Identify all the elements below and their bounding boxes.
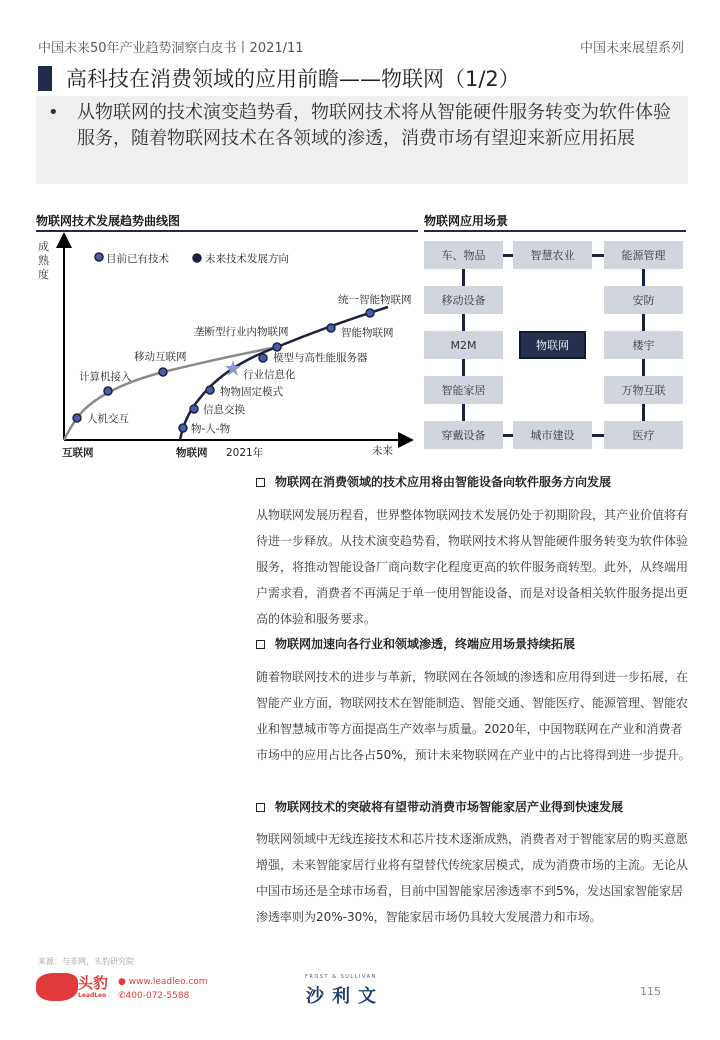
section-heading: 物联网技术的突破将有望带动消费市场智能家居产业得到快速发展 <box>256 798 623 815</box>
connector-line <box>642 314 645 331</box>
connector-line <box>642 404 645 421</box>
page-title: 高科技在消费领域的应用前瞻——物联网（1/2） <box>66 67 520 91</box>
data-point <box>327 324 335 332</box>
point-label: 垄断型行业内物联网 <box>194 326 289 338</box>
scenario-box: 智慧农业 <box>513 241 592 269</box>
scenario-box: 楼宇 <box>604 331 683 359</box>
point-label: 物物固定模式 <box>220 386 283 398</box>
legend-future-dot <box>193 254 201 262</box>
y-axis-label: 成熟度 <box>38 240 49 281</box>
x-label-year: 2021年 <box>226 447 264 459</box>
connector-line <box>502 434 513 437</box>
point-label: 物-人-物 <box>191 423 231 435</box>
report-title: 中国未来50年产业趋势洞察白皮书丨2021/11 <box>38 41 304 56</box>
scenario-box: 城市建设 <box>513 421 592 449</box>
page-number: 115 <box>640 985 661 998</box>
partner-logo: 沙利文 <box>306 986 384 1007</box>
section-heading: 物联网加速向各行业和领域渗透，终端应用场景持续拓展 <box>256 635 575 652</box>
source-note: 来源：与非网，头豹研究院 <box>38 957 134 966</box>
checkbox-bullet-icon <box>256 478 265 487</box>
section-text: 随着物联网技术的进步与革新，物联网在各领域的渗透和应用得到进一步拓展，在智能产业方面，物联网技术在智能制造、智能交通、智能医疗、能源管理、智能农业和智慧城市等方面提高生产效率与质量。2020年，中国物联网在产业和消费者市场中的应用占比各占50%，预计未来物联网在产业中的占比将得到进一步提升。 <box>256 670 691 762</box>
point-label: 计算机接入 <box>79 371 132 383</box>
scenario-box: 穿戴设备 <box>424 421 503 449</box>
partner-logo-en: FROST & SULLIVAN <box>305 974 377 980</box>
chart-title: 物联网技术发展趋势曲线图 <box>36 212 418 232</box>
series-name: 中国未来展望系列 <box>579 41 684 56</box>
x-label-internet: 互联网 <box>62 447 94 459</box>
connector-line <box>642 269 645 286</box>
point-label: 智能物联网 <box>341 327 394 339</box>
data-point <box>104 387 112 395</box>
section-text: 物联网领域中无线连接技术和芯片技术逐渐成熟，消费者对于智能家居的购买意愿增强，未来智能家居行业将有望替代传统家居模式，成为消费市场的主流。无论从中国市场还是全球市场看，目前中国智能家居渗透率不到5%，发达国家智能家居渗透率则为20%-30%，智能家居市场仍具较大发展潜力和市场。 <box>256 832 689 924</box>
bullet-icon: • <box>48 102 59 123</box>
connector-line <box>592 434 604 437</box>
legend-existing-dot <box>95 253 103 261</box>
scenario-box: 安防 <box>604 286 683 314</box>
connector-line <box>592 254 604 257</box>
data-point <box>179 424 187 432</box>
checkbox-bullet-icon <box>256 803 265 812</box>
data-point <box>366 309 374 317</box>
scenario-box: 车、物品 <box>424 241 503 269</box>
scenario-box: 能源管理 <box>604 241 683 269</box>
legend-future-label: 未来技术发展方向 <box>205 253 289 265</box>
data-point <box>73 414 81 422</box>
x-label-iot: 物联网 <box>176 447 208 459</box>
scenario-box: 智能家居 <box>424 376 503 404</box>
point-label: 行业信息化 <box>243 369 296 381</box>
data-point <box>159 368 167 376</box>
scenario-box: 医疗 <box>604 421 683 449</box>
connector-line <box>642 359 645 376</box>
scenario-box: M2M <box>424 331 503 359</box>
brand-logo-en: LeadLeo <box>78 992 107 999</box>
leadleo-logo-icon <box>36 973 78 1001</box>
brand-logo-text: 头豹 <box>78 974 109 992</box>
connector-line <box>462 404 465 421</box>
website-link[interactable]: ● www.leadleo.com <box>118 977 208 987</box>
data-point <box>206 386 214 394</box>
data-point <box>259 354 267 362</box>
point-label: 移动互联网 <box>134 351 187 363</box>
data-point <box>273 343 281 351</box>
connector-line <box>462 269 465 286</box>
point-label: 模型与高性能服务器 <box>273 352 368 364</box>
scenario-center-box: 物联网 <box>519 331 586 359</box>
point-label: 统一智能物联网 <box>338 294 412 306</box>
data-point <box>190 405 198 413</box>
summary-text: 从物联网的技术演变趋势看，物联网技术将从智能硬件服务转变为软件体验服务，随着物联网技术在各领域的渗透，消费市场有望迎来新应用拓展 <box>77 102 671 149</box>
scenarios-title: 物联网应用场景 <box>424 212 686 232</box>
scenario-box: 万物互联 <box>604 376 683 404</box>
connector-line <box>502 254 513 257</box>
section-text: 从物联网发展历程看，世界整体物联网技术发展仍处于初期阶段，其产业价值将有待进一步释放。从技术演变趋势看，物联网技术将从智能硬件服务转变为软件体验服务，将推动智能设备厂商向数字化程度更高的软件服务商转型。此外，从终端用户需求看，消费者不再满足于单一使用智能设备，而是对设备相关软件服务提出更高的体验和服务要求。 <box>256 508 689 626</box>
scenario-box: 移动设备 <box>424 286 503 314</box>
connector-line <box>462 314 465 331</box>
legend-existing-label: 目前已有技术 <box>106 253 169 265</box>
point-label: 人机交互 <box>87 413 129 425</box>
checkbox-bullet-icon <box>256 640 265 649</box>
connector-line <box>462 359 465 376</box>
x-label-future: 未来 <box>372 445 393 457</box>
section-heading: 物联网在消费领域的技术应用将由智能设备向软件服务方向发展 <box>256 473 611 490</box>
point-label: 信息交换 <box>203 404 245 416</box>
phone-number: ✆400-072-5588 <box>118 991 190 1001</box>
